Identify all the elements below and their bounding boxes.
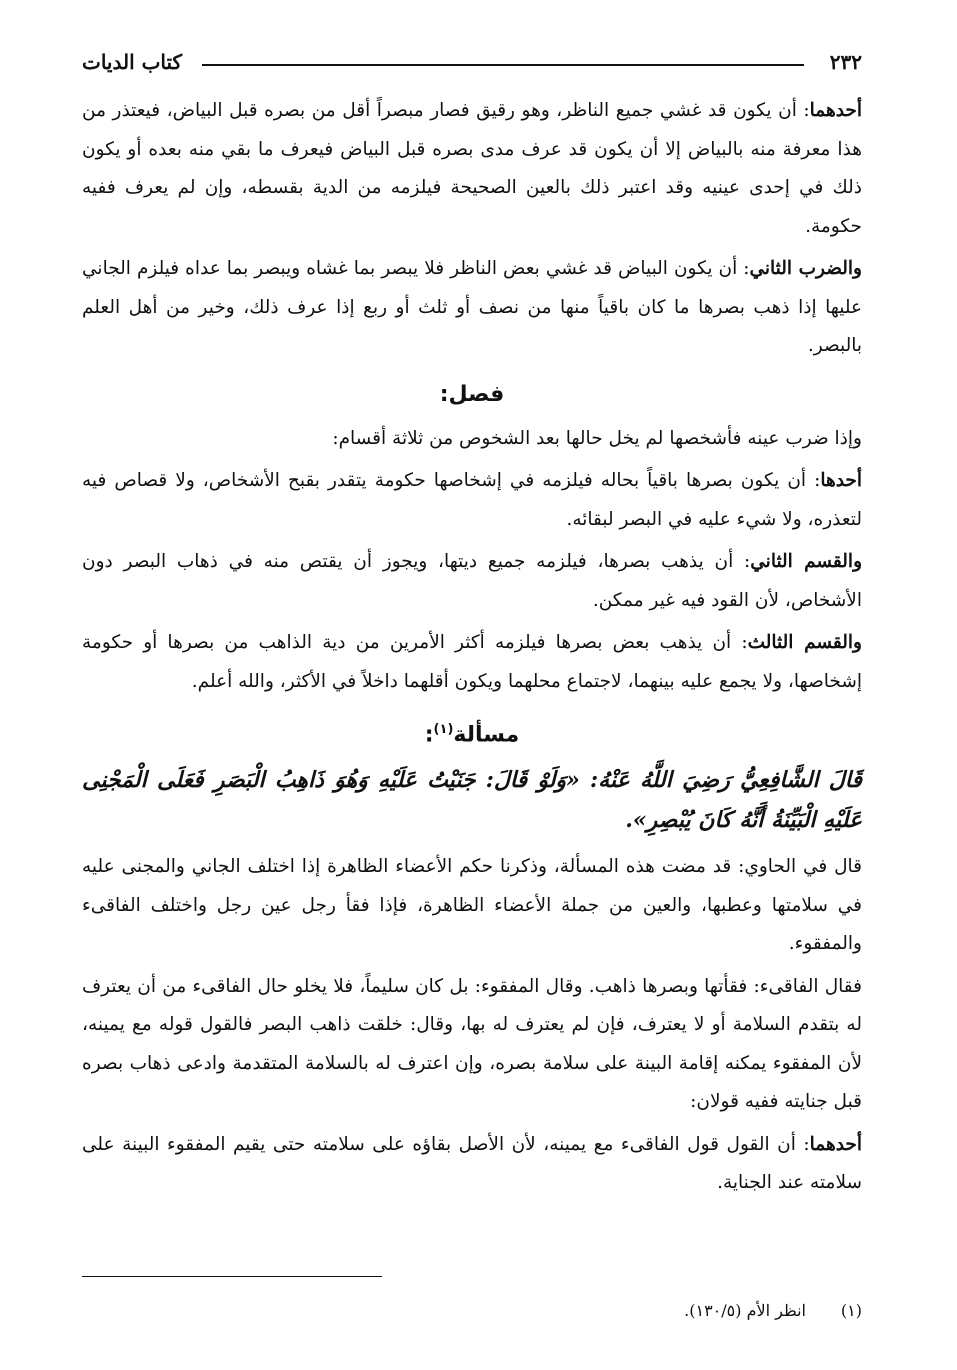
paragraph: فقال الفاقىء: فقأتها وبصرها ذاهب. وقال المفقوء: بل كان سليماً، فلا يخلو حال الفاقىء من أن يعترف له بتقدم السلامة أو لا يعترف، فإن لم يعترف له بها، وقال: خلقت ذاهب البصر فالقول قوله مع يمينه، لأن المفقوء يمكنه إقامة البينة على سلامة بصره، وإن اعترف له بالسلامة المتقدمة وادعى ذهاب بصره قبل جنايته ففيه قولان: bbox=[82, 975, 862, 1113]
footnote-text: انظر الأم (١٣٠/٥). bbox=[684, 1301, 806, 1320]
running-title: كتاب الديات bbox=[82, 50, 183, 74]
paragraph: وإذا ضرب عينه فأشخصها لم يخل حالها بعد الشخوص من ثلاثة أقسام: bbox=[332, 427, 862, 449]
paragraph-text: : أن يكون البياض قد غشي بعض الناظر فلا يبصر بما غشاه ويبصر بما عداه فيلزم الجاني عليها إذا ذهب بصرها ما كان باقياً منها من نصف أو ثلث أو ربع إذا عرف ذلك، وخير من أهل العلم بالبصر. bbox=[82, 258, 862, 356]
paragraph-text: : أن يذهب بصرها، فيلزمه جميع ديتها، ويجوز أن يقتص منه في ذهاب البصر دون الأشخاص، لأن القود فيه غير ممكن. bbox=[82, 551, 862, 611]
page-number: ٢٣٢ bbox=[829, 50, 862, 74]
paragraph-text: : أن يذهب بعض بصرها فيلزمه أكثر الأمرين من دية الذاهب من بصرها أو حكومة إشخاصها، ولا يجمع عليه بينهما، لاجتماع محلهما ويكون أقلهما داخلاً في الأكثر، والله أعلم. bbox=[82, 632, 862, 692]
paragraph: قال في الحاوي: قد مضت هذه المسألة، وذكرنا حكم الأعضاء الظاهرة إذا اختلف الجاني والمجنى عليه في سلامتها وعطبها، والعين من جملة الأعضاء الظاهرة، فإذا فقأ رجل عين رجل واختلف الفاقىء والمفقوء. bbox=[82, 856, 862, 955]
section-heading bbox=[82, 707, 862, 758]
paragraph-lead: والضرب الثاني bbox=[749, 258, 862, 279]
footnote-reference[interactable]: (١) bbox=[433, 722, 454, 737]
paragraph-lead: أحدهما bbox=[809, 1133, 862, 1155]
paragraph bbox=[82, 92, 862, 246]
paragraph-lead: أحدهما bbox=[809, 100, 862, 121]
paragraph bbox=[82, 543, 862, 620]
footnote bbox=[82, 1299, 862, 1323]
paragraph bbox=[82, 250, 862, 366]
footnote-rule bbox=[82, 1276, 382, 1277]
paragraph-lead: والقسم الثاني bbox=[750, 551, 863, 572]
quoted-text: قَالَ الشَّافِعِيُّ رَضِيَ اللَّهُ عَنْهُ: «وَلَوْ قَالَ: جَنَيْتُ عَلَيْهِ وَهُوَ ذَاهِبُ الْبَصَرِ فَعَلَى الْمَجْنِى عَلَيْهِ الْبَيِّنَةُ أَنَّهُ كَانَ يُبْصِرِ». bbox=[82, 767, 862, 834]
paragraph bbox=[82, 462, 862, 539]
paragraph-lead: والقسم الثالث bbox=[747, 632, 862, 653]
paragraph bbox=[82, 1126, 862, 1203]
paragraph-lead: أحدها bbox=[820, 470, 862, 491]
heading-text: مسألة bbox=[453, 722, 520, 748]
heading-colon: : bbox=[424, 722, 434, 748]
paragraph-text: : أن يكون قد غشي جميع الناظر، وهو رقيق فصار مبصراً أقل من بصره قبل البياض، فيعتذر من هذا معرفة منه بالبياض إلا أن يكون قد عرف مدى بصره قبل البياض فيعرف ما بقي منه بعده أو يكون ذلك في إحدى عينيه وقد اعتبر ذلك بالعين الصحيحة فيلزمه من الدية بقسطه، وإن لم يعرف ففيه حكومة. bbox=[82, 100, 862, 237]
footnote-mark: (١) bbox=[840, 1301, 862, 1320]
book-page bbox=[82, 40, 862, 1340]
page-header bbox=[82, 46, 862, 86]
page-body bbox=[82, 92, 862, 1207]
section-heading: فصل: bbox=[439, 381, 505, 407]
paragraph-text: : أن يكون بصرها باقياً بحاله فيلزمه في إشخاصها حكومة يتقدر بقبح الأشخاص، ولا قصاص فيه لتعذره، ولا شيء عليه في البصر لبقائه. bbox=[82, 470, 862, 530]
paragraph-text: : أن القول قول الفاقىء مع يمينه، لأن الأصل بقاؤه على سلامته حتى يقيم المفقوء البينة على سلامته عند الجناية. bbox=[82, 1133, 862, 1194]
paragraph bbox=[82, 624, 862, 701]
footnotes bbox=[82, 1276, 862, 1323]
header-rule bbox=[202, 64, 804, 66]
